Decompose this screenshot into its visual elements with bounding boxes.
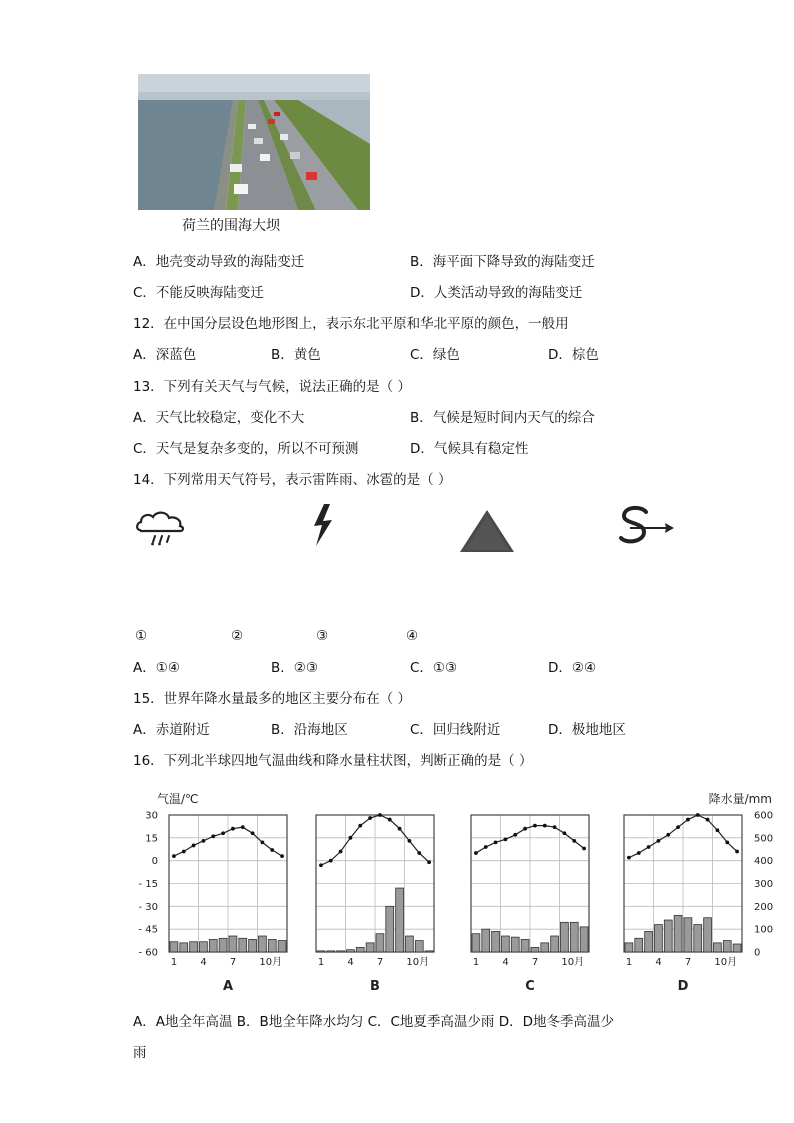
strong-wind-icon: [616, 504, 678, 550]
q15-option-b: B．沿海地区: [271, 722, 348, 738]
precipitation-bar: [278, 941, 286, 952]
precipitation-bar: [229, 936, 237, 952]
temperature-point: [572, 839, 576, 843]
q16-options-line2: 雨: [133, 1045, 147, 1061]
chart-name: B: [370, 979, 380, 994]
temperature-tick-label: - 30: [138, 901, 158, 913]
precipitation-axis-label: 降水量/mm: [708, 792, 772, 806]
precipitation-bar: [560, 922, 568, 952]
precipitation-bar: [664, 920, 672, 952]
climate-chart-d: [624, 813, 742, 994]
temperature-point: [484, 845, 488, 849]
temperature-point: [735, 850, 739, 854]
q14-stem: 14．下列常用天气符号，表示雷阵雨、冰雹的是（ ）: [133, 472, 452, 488]
temperature-point: [368, 816, 372, 820]
temperature-point: [637, 851, 641, 855]
climate-chart-c: [471, 815, 589, 994]
precipitation-bar: [239, 938, 247, 952]
temperature-point: [182, 850, 186, 854]
temperature-point: [251, 831, 255, 835]
q15-stem: 15．世界年降水量最多的地区主要分布在（ ）: [133, 691, 411, 707]
temperature-point: [513, 833, 517, 837]
precipitation-bar: [541, 943, 549, 952]
precipitation-bar: [209, 939, 217, 952]
precipitation-bar: [570, 922, 578, 952]
temperature-point: [358, 824, 362, 828]
month-tick-label: 1: [625, 957, 633, 968]
q15-option-d: D．极地地区: [548, 722, 626, 738]
month-tick-label: 1: [170, 957, 178, 968]
precipitation-bar: [199, 942, 207, 952]
precipitation-bar: [472, 934, 480, 952]
precipitation-bar: [249, 939, 257, 952]
month-tick-label: 7: [229, 957, 237, 968]
temperature-point: [686, 818, 690, 822]
precipitation-bar: [346, 950, 354, 952]
q11-option-d: D．人类活动导致的海陆变迁: [410, 285, 583, 301]
month-tick-label: 7: [684, 957, 692, 968]
q11-option-c: C．不能反映海陆变迁: [133, 285, 264, 301]
q16-options-line1: A．A地全年高温 B．B地全年降水均匀 C．C地夏季高温少雨 D．D地冬季高温少: [133, 1014, 615, 1030]
q11-option-b: B．海平面下降导致的海陆变迁: [410, 254, 595, 270]
precipitation-bar: [654, 925, 662, 952]
temperature-point: [398, 827, 402, 831]
precipitation-bar: [684, 918, 692, 952]
photo-caption: 荷兰的围海大坝: [182, 218, 280, 234]
precipitation-bar: [704, 918, 712, 952]
temperature-point: [543, 824, 547, 828]
precipitation-bar: [482, 929, 490, 952]
chart-name: A: [222, 979, 234, 994]
month-tick-label: 4: [200, 957, 207, 968]
precipitation-bar: [356, 947, 364, 952]
precipitation-bar: [723, 941, 731, 952]
precipitation-bar: [337, 951, 345, 952]
q11-option-a: A．地壳变动导致的海陆变迁: [133, 254, 305, 270]
q14-option-c: C．①③: [410, 660, 458, 676]
lightning-icon: [308, 502, 338, 548]
month-tick-label: 4: [655, 957, 662, 968]
precipitation-bar: [713, 943, 721, 952]
temperature-point: [192, 844, 196, 848]
precipitation-bar: [170, 942, 178, 952]
temperature-point: [474, 851, 478, 855]
rain-cloud-icon: [134, 508, 190, 550]
symbol-label-4: ④: [406, 628, 419, 644]
precipitation-bar: [190, 942, 198, 952]
temperature-point: [696, 813, 700, 817]
symbol-label-3: ③: [316, 628, 329, 644]
temperature-point: [716, 828, 720, 832]
precipitation-bar: [531, 947, 539, 952]
hail-triangle-icon: [458, 508, 516, 554]
temperature-point: [221, 831, 225, 835]
chart-name: D: [677, 979, 689, 994]
precipitation-bar: [180, 943, 188, 952]
precipitation-bar: [645, 931, 653, 952]
temperature-point: [647, 845, 651, 849]
q12-option-c: C．绿色: [410, 347, 460, 363]
precipitation-bar: [425, 951, 433, 952]
precipitation-bar: [674, 915, 682, 952]
precipitation-bar: [733, 944, 741, 952]
temperature-tick-label: 15: [145, 833, 158, 845]
temperature-point: [280, 854, 284, 858]
precipitation-bar: [327, 951, 335, 952]
q15-option-c: C．回归线附近: [410, 722, 501, 738]
precipitation-bar: [625, 943, 633, 952]
temperature-point: [172, 854, 176, 858]
temperature-point: [533, 824, 537, 828]
symbol-label-2: ②: [231, 628, 244, 644]
month-tick-label: 10月: [406, 957, 430, 968]
month-tick-label: 7: [531, 957, 539, 968]
q13-stem: 13．下列有关天气与气候，说法正确的是（ ）: [133, 379, 411, 395]
month-tick-label: 1: [317, 957, 325, 968]
precipitation-tick-label: 500: [754, 833, 774, 845]
temperature-point: [657, 839, 661, 843]
q12-stem: 12．在中国分层设色地形图上，表示东北平原和华北平原的颜色，一般用: [133, 316, 569, 332]
q13-option-d: D．气候具有稳定性: [410, 441, 529, 457]
precipitation-tick-label: 100: [754, 924, 774, 936]
climate-chart-b: [316, 813, 434, 994]
temperature-point: [378, 813, 382, 817]
precipitation-bar: [219, 938, 227, 952]
temperature-point: [553, 825, 557, 829]
precipitation-bar: [366, 943, 374, 952]
temperature-point: [211, 834, 215, 838]
temperature-point: [427, 860, 431, 864]
temperature-point: [319, 863, 323, 867]
precipitation-bar: [492, 931, 500, 952]
precipitation-bar: [405, 936, 413, 952]
temperature-point: [388, 818, 392, 822]
month-tick-label: 4: [347, 957, 354, 968]
climate-charts: [130, 785, 780, 1000]
temperature-axis-label: 气温/℃: [157, 792, 199, 806]
temperature-tick-label: - 60: [138, 947, 158, 959]
temperature-point: [329, 859, 333, 863]
precipitation-bar: [694, 925, 702, 952]
precipitation-tick-label: 300: [754, 879, 774, 890]
q14-option-d: D．②④: [548, 660, 597, 676]
q12-option-b: B．黄色: [271, 347, 321, 363]
precipitation-bar: [551, 936, 559, 952]
temperature-point: [504, 837, 508, 841]
month-tick-label: 7: [376, 957, 384, 968]
symbol-label-1: ①: [135, 628, 148, 644]
temperature-tick-label: - 15: [138, 879, 158, 890]
q15-option-a: A．赤道附近: [133, 722, 210, 738]
month-tick-label: 10月: [259, 957, 283, 968]
climate-chart-a: [169, 815, 287, 994]
temperature-tick-label: 30: [145, 810, 158, 822]
precipitation-bar: [386, 906, 394, 952]
chart-name: C: [525, 979, 535, 994]
temperature-point: [666, 833, 670, 837]
precipitation-bar: [501, 936, 509, 952]
precipitation-bar: [415, 941, 423, 952]
q14-option-b: B．②③: [271, 660, 318, 676]
precipitation-bar: [635, 938, 643, 952]
dam-photo: [138, 74, 370, 210]
temperature-point: [270, 848, 274, 852]
temperature-point: [582, 847, 586, 851]
precipitation-bar: [521, 939, 529, 952]
temperature-point: [202, 839, 206, 843]
q12-option-d: D．棕色: [548, 347, 599, 363]
precipitation-bar: [511, 937, 519, 952]
q13-option-c: C．天气是复杂多变的，所以不可预测: [133, 441, 359, 457]
temperature-point: [523, 827, 527, 831]
temperature-tick-label: - 45: [138, 924, 158, 936]
precipitation-bar: [268, 939, 276, 952]
temperature-point: [725, 841, 729, 845]
q12-option-a: A．深蓝色: [133, 347, 197, 363]
precipitation-bar: [580, 927, 588, 952]
temperature-point: [494, 841, 498, 845]
temperature-tick-label: 0: [151, 856, 158, 868]
temperature-point: [563, 831, 567, 835]
precipitation-tick-label: 200: [754, 901, 774, 913]
month-tick-label: 10月: [561, 957, 585, 968]
temperature-point: [676, 825, 680, 829]
month-tick-label: 1: [472, 957, 480, 968]
temperature-point: [339, 850, 343, 854]
temperature-point: [261, 841, 265, 845]
temperature-point: [241, 825, 245, 829]
temperature-point: [706, 818, 710, 822]
month-tick-label: 4: [502, 957, 509, 968]
q14-option-a: A．①④: [133, 660, 180, 676]
temperature-point: [627, 856, 631, 860]
precipitation-bar: [258, 936, 266, 952]
q16-stem: 16．下列北半球四地气温曲线和降水量柱状图，判断正确的是（ ）: [133, 753, 533, 769]
precipitation-bar: [376, 934, 384, 952]
temperature-point: [349, 836, 353, 840]
temperature-point: [408, 839, 412, 843]
month-tick-label: 10月: [714, 957, 738, 968]
temperature-point: [417, 851, 421, 855]
precipitation-bar: [396, 888, 404, 952]
precipitation-tick-label: 600: [754, 810, 774, 822]
q13-option-b: B．气候是短时间内天气的综合: [410, 410, 595, 426]
precipitation-bar: [317, 951, 325, 952]
precipitation-tick-label: 400: [754, 856, 774, 868]
precipitation-tick-label: 0: [754, 947, 761, 959]
temperature-point: [231, 827, 235, 831]
q13-option-a: A．天气比较稳定，变化不大: [133, 410, 305, 426]
